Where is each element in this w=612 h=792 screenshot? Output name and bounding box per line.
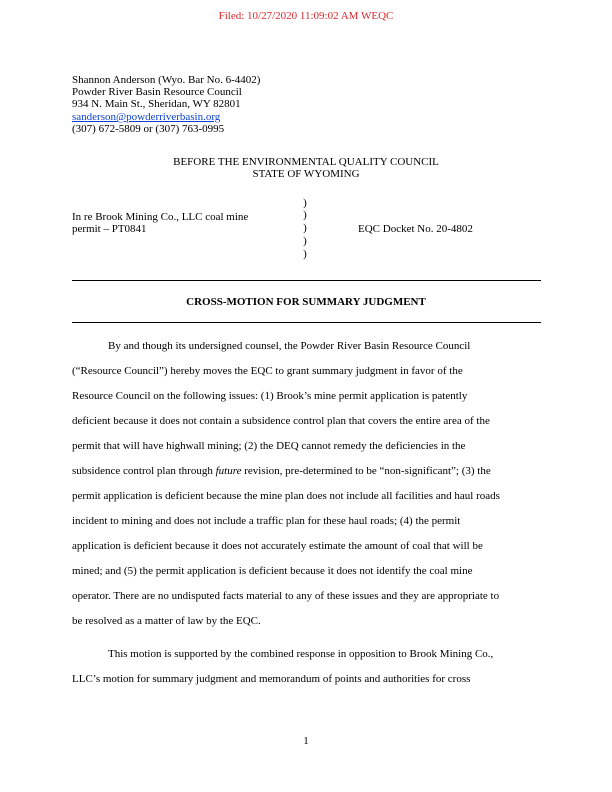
page-number: 1 bbox=[303, 735, 309, 747]
body-line: permit application is deficient because the mine plan does not include all facilities and haul roads bbox=[72, 490, 500, 502]
attorney-name: Shannon Anderson (Wyo. Bar No. 6-4402) bbox=[72, 74, 261, 86]
body-line: mined; and (5) the permit application is deficient because it does not identify the coal mine bbox=[72, 565, 473, 577]
body-line: deficient because it does not contain a subsidence control plan that covers the entire area of the bbox=[72, 415, 490, 427]
body-line: incident to mining and does not include a traffic plan for these haul roads; (4) the permit bbox=[72, 515, 461, 527]
attorney-email-link[interactable]: sanderson@powderriverbasin.org bbox=[72, 111, 221, 123]
title-rule-bottom bbox=[72, 322, 541, 323]
body-line: operator. There are no undisputed facts material to any of these issues and they are appropriate to bbox=[72, 590, 500, 602]
matter-line-2: permit – PT0841 bbox=[72, 223, 147, 235]
body-line: By and though its undersigned counsel, the Powder River Basin Resource Council bbox=[108, 340, 471, 352]
body-line: be resolved as a matter of law by the EQC. bbox=[72, 615, 261, 627]
caption-paren: ) bbox=[303, 222, 307, 234]
attorney-phone: (307) 672-5809 or (307) 763-0995 bbox=[72, 123, 225, 135]
attorney-org: Powder River Basin Resource Council bbox=[72, 86, 242, 98]
caption-paren: ) bbox=[303, 197, 307, 209]
title-rule-top bbox=[72, 280, 541, 281]
body-line: Resource Council on the following issues: (1) Brook’s mine permit application is patently bbox=[72, 390, 468, 402]
body-line: LLC’s motion for summary judgment and memorandum of points and authorities for cross bbox=[72, 673, 471, 685]
body-line: permit that will have highwall mining; (2) the DEQ cannot remedy the deficiencies in the bbox=[72, 440, 466, 452]
body-text-fragment: revision, pre-determined to be “non-significant”; (3) the bbox=[241, 465, 491, 477]
docket-number: EQC Docket No. 20-4802 bbox=[358, 223, 473, 235]
body-line: application is deficient because it does not accurately estimate the amount of coal that will be bbox=[72, 540, 483, 552]
document-title: CROSS-MOTION FOR SUMMARY JUDGMENT bbox=[186, 296, 426, 308]
body-line: (“Resource Council”) hereby moves the EQC to grant summary judgment in favor of the bbox=[72, 365, 463, 377]
court-state: STATE OF WYOMING bbox=[252, 168, 360, 180]
matter-line-1: In re Brook Mining Co., LLC coal mine bbox=[72, 211, 249, 223]
body-text-italic: future bbox=[215, 465, 242, 477]
body-line-with-italic bbox=[72, 465, 491, 477]
caption-paren: ) bbox=[303, 235, 307, 247]
body-line: This motion is supported by the combined response in opposition to Brook Mining Co., bbox=[108, 648, 494, 660]
filed-stamp: Filed: 10/27/2020 11:09:02 AM WEQC bbox=[218, 10, 394, 22]
court-name: BEFORE THE ENVIRONMENTAL QUALITY COUNCIL bbox=[173, 156, 439, 168]
caption-paren: ) bbox=[303, 248, 307, 260]
body-text-fragment: subsidence control plan through bbox=[72, 465, 216, 477]
caption-paren: ) bbox=[303, 209, 307, 221]
attorney-address: 934 N. Main St., Sheridan, WY 82801 bbox=[72, 98, 241, 110]
